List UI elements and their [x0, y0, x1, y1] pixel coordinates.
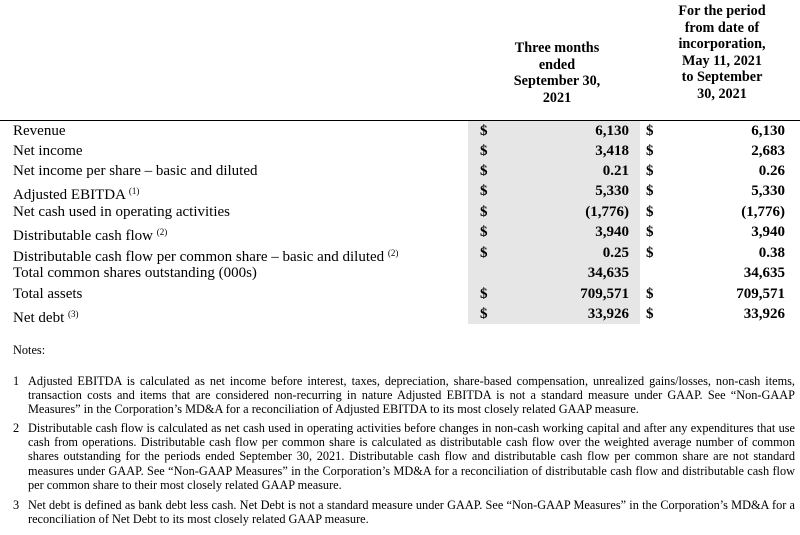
header-line: to September: [681, 69, 763, 85]
value-three-months: 0.25: [602, 245, 629, 261]
table-row: [0, 181, 800, 201]
currency-symbol: $: [480, 204, 488, 220]
value-since-incorporation: 0.26: [758, 163, 785, 179]
table-row: [0, 202, 800, 222]
footnote-reference: (1): [128, 186, 140, 196]
row-label: [13, 141, 83, 161]
currency-symbol: $: [646, 204, 654, 220]
table-row: [0, 243, 800, 263]
row-label: [13, 304, 78, 328]
table-row: [0, 304, 800, 324]
table-row: [0, 263, 800, 283]
footnote-reference: (2): [387, 248, 399, 258]
note-text: Distributable cash flow is calculated as net cash used in operating activities before changes in non-cash working capital and after any expenditures that use cash from operations. Distributable cash flow per common share is calculated as distributable cash flow over the weighted average number of common shares outstanding for the periods ended September 30, 2021. Distributable cash flow and distributable cash flow per common share are not standard measures under GAAP. See “Non-GAAP Measures” in the Corporation’s MD&A for a reconciliation of distributable cash flow and distributable cash flow per common share to their most closely related GAAP measure.: [28, 421, 795, 492]
currency-symbol: $: [646, 286, 654, 302]
row-label-text: Revenue: [13, 123, 66, 139]
header-line: May 11, 2021: [682, 52, 762, 69]
footnote-reference: (3): [67, 309, 79, 319]
note-number: 2: [13, 421, 20, 435]
currency-symbol: $: [646, 123, 654, 139]
row-label-text: Net income per share – basic and diluted: [13, 163, 258, 179]
currency-symbol: $: [480, 183, 488, 199]
value-three-months: 0.21: [602, 163, 629, 179]
table-row: [0, 222, 800, 242]
currency-symbol: $: [480, 123, 488, 139]
row-label: [13, 284, 82, 304]
row-label: [13, 263, 257, 283]
row-label: [13, 202, 230, 222]
value-since-incorporation: 2,683: [751, 143, 785, 159]
header-line: Three months: [514, 40, 600, 56]
column-header-period-from-incorporation: [646, 3, 798, 102]
row-label-text: Distributable cash flow per common share – basic and diluted: [13, 249, 385, 265]
currency-symbol: $: [480, 306, 488, 322]
currency-symbol: $: [480, 245, 488, 261]
currency-symbol: $: [480, 286, 488, 302]
currency-symbol: $: [646, 143, 654, 159]
value-since-incorporation: 33,926: [743, 306, 785, 322]
value-since-incorporation: 34,635: [743, 265, 785, 281]
note-text: Net debt is defined as bank debt less cash. Net Debt is not a standard measure under GAAP. See “Non-GAAP Measures” in the Corporation’s MD&A for a reconciliation of Net Debt to its most closely related GAAP measure.: [28, 498, 795, 527]
header-line: ended: [538, 56, 576, 73]
value-since-incorporation: 5,330: [751, 183, 785, 199]
row-label: [13, 121, 65, 141]
notes-title: Notes:: [13, 343, 46, 357]
table-row: [0, 141, 800, 161]
row-label-text: Net debt: [13, 310, 65, 326]
note-number: 1: [13, 374, 20, 388]
value-three-months: 34,635: [587, 265, 629, 281]
row-label-text: Total assets: [13, 286, 83, 302]
row-label-text: Net cash used in operating activities: [13, 204, 231, 220]
currency-symbol: $: [646, 163, 654, 179]
table-header: [0, 0, 800, 121]
value-since-incorporation: 3,940: [751, 224, 785, 240]
footnote-reference: (2): [156, 227, 168, 237]
value-three-months: 6,130: [595, 123, 629, 139]
currency-symbol: $: [646, 306, 654, 322]
currency-symbol: $: [480, 163, 488, 179]
value-since-incorporation: 709,571: [736, 286, 785, 302]
currency-symbol: $: [480, 143, 488, 159]
header-line: incorporation,: [678, 36, 766, 52]
value-three-months: 33,926: [587, 306, 629, 322]
value-three-months: 709,571: [580, 286, 629, 302]
table-row: [0, 161, 800, 181]
row-label: [13, 161, 258, 181]
row-label-text: Total common shares outstanding (000s): [13, 265, 257, 281]
table-row: [0, 121, 800, 141]
header-line: For the period: [678, 3, 766, 19]
value-three-months: 5,330: [595, 183, 629, 199]
note-3: [13, 498, 795, 526]
header-line: September 30,: [513, 73, 601, 89]
value-three-months: (1,776): [585, 204, 629, 220]
note-2: [13, 421, 795, 492]
column-header-three-months: [472, 40, 642, 106]
note-number: 3: [13, 498, 20, 512]
table-row: [0, 284, 800, 304]
row-label-text: Net income: [13, 143, 83, 159]
row-label-text: Adjusted EBITDA: [13, 187, 126, 203]
currency-symbol: $: [646, 245, 654, 261]
value-three-months: 3,418: [595, 143, 629, 159]
value-since-incorporation: (1,776): [741, 204, 785, 220]
value-since-incorporation: 6,130: [751, 123, 785, 139]
header-line: 30, 2021: [697, 85, 747, 102]
header-line: 2021: [542, 89, 572, 106]
note-text: Adjusted EBITDA is calculated as net income before interest, taxes, depreciation, share-based compensation, unrealized gains/losses, non-cash items, transaction costs and items that are considered non-recurring in nature Adjusted EBITDA is not a standard measure under GAAP. See “Non-GAAP Measures” in the Corporation’s MD&A for a reconciliation of Adjusted EBITDA to its most closely related GAAP measure.: [28, 374, 795, 417]
currency-symbol: $: [646, 183, 654, 199]
note-1: [13, 374, 795, 417]
currency-symbol: $: [480, 224, 488, 240]
row-label-text: Distributable cash flow: [13, 228, 153, 244]
currency-symbol: $: [646, 224, 654, 240]
value-since-incorporation: 0.38: [758, 245, 785, 261]
value-three-months: 3,940: [595, 224, 629, 240]
header-line: from date of: [684, 19, 760, 36]
